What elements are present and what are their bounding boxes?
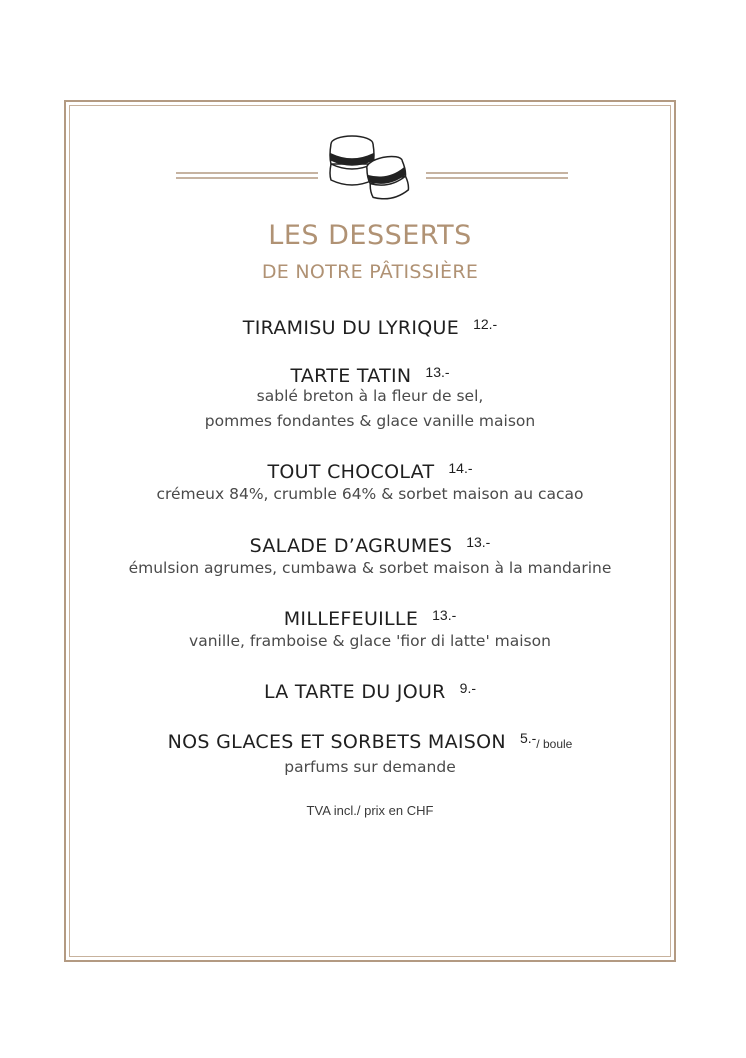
dessert-item (70, 730, 670, 753)
dessert-description: sablé breton à la fleur de sel, (256, 387, 484, 405)
menu-title: LES DESSERTS (268, 220, 472, 251)
dessert-description: crémeux 84%, crumble 64% & sorbet maison au cacao (156, 485, 584, 503)
macarons-icon (176, 130, 568, 210)
dessert-price: 13.- (432, 607, 457, 623)
dessert-item (70, 607, 670, 630)
dessert-name: TIRAMISU DU LYRIQUE (242, 317, 460, 339)
dessert-price: 13.- (425, 364, 450, 380)
dessert-name: MILLEFEUILLE (283, 608, 419, 630)
tax-note: TVA incl./ prix en CHF (306, 803, 434, 818)
dessert-name: TARTE TATIN (290, 365, 412, 387)
dessert-name: SALADE D’AGRUMES (249, 535, 453, 557)
dessert-item (70, 534, 670, 557)
dessert-name: LA TARTE DU JOUR (263, 681, 446, 703)
dessert-description: vanille, framboise & glace 'fior di latte' maison (189, 632, 551, 650)
dessert-item (70, 680, 670, 703)
dessert-description: émulsion agrumes, cumbawa & sorbet maison à la mandarine (128, 559, 612, 577)
dessert-item (70, 460, 670, 483)
dessert-item (70, 316, 670, 339)
dessert-price: 13.- (466, 534, 491, 550)
dessert-name: NOS GLACES ET SORBETS MAISON (167, 731, 506, 753)
dessert-price: 5.- (519, 730, 537, 746)
dessert-description: parfums sur demande (284, 758, 456, 776)
dessert-price: 9.- (459, 680, 477, 696)
dessert-name: TOUT CHOCOLAT (267, 461, 435, 483)
price-unit: / boule (536, 737, 573, 751)
dessert-price: 12.- (473, 316, 498, 332)
dessert-description: pommes fondantes & glace vanille maison (204, 412, 536, 430)
menu-subtitle: DE NOTRE PÂTISSIÈRE (261, 261, 479, 283)
dessert-price: 14.- (448, 460, 473, 476)
